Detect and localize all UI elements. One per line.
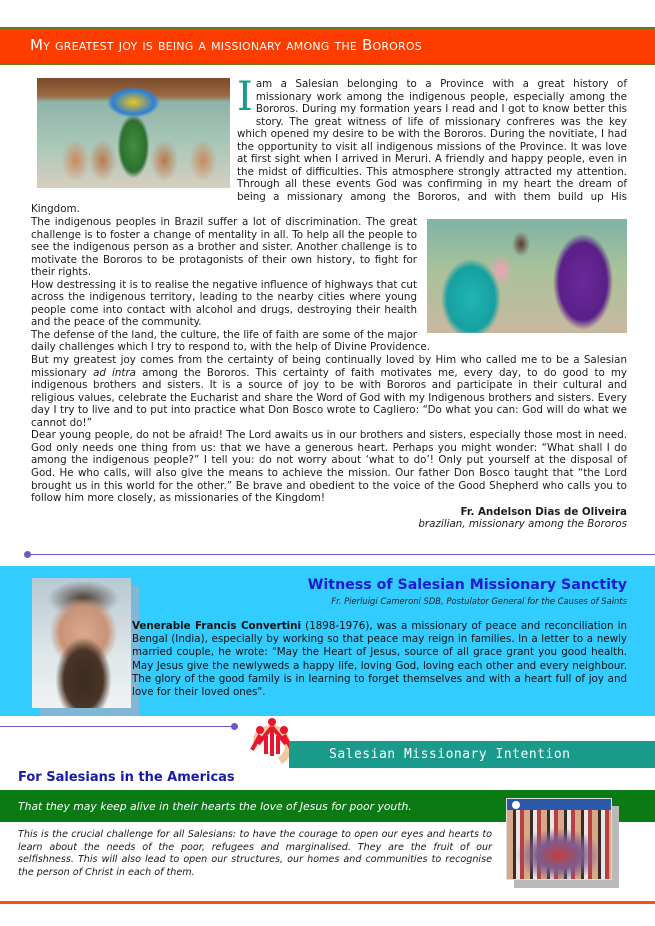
drop-cap: I [237,74,253,120]
section-divider-2 [0,726,234,727]
paragraph-5-emphasis: ad intra [93,366,136,379]
divider-dot [24,551,31,558]
author-role: brazilian, missionary among the Bororos [418,518,627,531]
intention-banner [289,741,655,768]
intention-body: This is the crucial challenge for all Salesians: to have the courage to open our eyes and hearts to learn about the needs of the poor, refugees and marginalised. They are the fruit of our selfishness. This will also lead to open our structures, our homes and communities to recognise the person of Christ in each of them. [18,829,492,878]
paragraph-5-text-b: among the Bororos. This certainty of faith motivates me, every day, to do good to my indigenous brothers and sisters. It is a source of joy to be with Bororos and participate in their cultural and religious values, celebrate the Eucharist and share the Word of God with my Indigenous brothers and sisters. Every day I try to live and to put into practice what Don Bosco wrote to Cagliero: “Do what you can: God will do what we cannot do!” [31,366,628,429]
prayer-text: That they may keep alive in their hearts the love of Jesus for poor youth. [18,800,412,813]
header-bar [0,27,655,65]
center-logo-icon [512,801,520,809]
venerable-name: Venerable Francis Convertini [132,620,302,632]
article-paragraph-3: How destressing it is to realise the negative influence of highways that cut across the indigenous territory, leading to the nearby cities where young people come into contact with alcohol and drugs, destroying their health and the peace of the community. [31,278,417,329]
intention-title: Salesian Missionary Intention [329,747,571,762]
author-name: Fr. Andelson Dias de Oliveira [460,505,627,518]
witness-section [0,566,655,716]
paragraph-5-text-a: But my greatest joy comes from the certainty of being continually loved by Him who called me to be a Salesian missionary [31,354,627,379]
witness-body [132,620,627,699]
article-paragraph-4: The defense of the land, the culture, the life of faith are some of the major daily challenges which I try to respond to, with the help of Divine Providence. [31,328,430,354]
bottom-rule [0,901,655,904]
article-paragraph-2: The indigenous peoples in Brazil suffer a lot of discrimination. The great challenge is to foster a change of mentality in all. To help all the people to see the indigenous person as a brother and sister. Another challenge is to motivate the Bororos to be protagonists of their own history, to fight for their rights. [31,216,417,279]
witness-title: Witness of Salesian Missionary Sanctity [307,577,627,593]
convertini-portrait [32,578,131,708]
bororo-group-photo [37,78,230,188]
region-title: For Salesians in the Americas [18,770,235,785]
youth-group-photo [506,798,612,880]
divider-dot-2 [231,723,238,730]
section-divider [27,554,655,555]
eucharist-photo [427,219,627,333]
witness-author: Fr. Pierluigi Cameroni SDB, Postulator General for the Causes of Saints [331,596,627,606]
article [31,74,628,531]
article-paragraph-5 [31,354,627,429]
witness-text: (1898-1976), was a missionary of peace and reconciliation in Bengal (India), especially by working so that peace may reign in families. In a letter to a newly married couple, he wrote: "May the Heart of Jesus, source of all grace grant you good health. May Jesus give the newlyweds a happy life, loving God, loving each other and every neighbour. The glory of the good family is in learning to forget themselves and with a heart full of joy and love for their loved ones". [132,620,627,699]
article-paragraph-6: Dear young people, do not be afraid! The Lord awaits us in our brothers and sisters, especially those most in need. God only needs one thing from us: that we have a generous heart. Perhaps you might wonder: “What shall I do among the indigenous people?” I tell you: do not worry about ‘what to do’! Only put yourself at the disposal of God. He who calls, will also give the means to achieve the mission. Our father Don Bosco taught that “the Lord brought us in this world for the other.” Be brave and obedient to the voice of the Good Shepherd who calls you to follow him more closely, as missionaries of the Kingdom! [31,429,627,505]
page-title: My greatest joy is being a missionary among the Bororos [30,36,422,54]
article-paragraph-1: am a Salesian belonging to a Province with a great history of missionary work among the indigenous people, especially among the Bororos. During my formation years I read and I got to know better this story. The great witness of life of missionary confreres was the key which opened my desire to be with the Bororos. During the novitiate, I had the opportunity to visit all indigenous missions of the Province. It was love at first sight when I arrived in Meruri. A friendly and happy people, even in the midst of difficulties. This atmosphere strongly attracted my attention. Through all these events God was confirming in my heart the dream of being a missionary among the Bororos, and with them build up His Kingdom. [31,78,627,216]
